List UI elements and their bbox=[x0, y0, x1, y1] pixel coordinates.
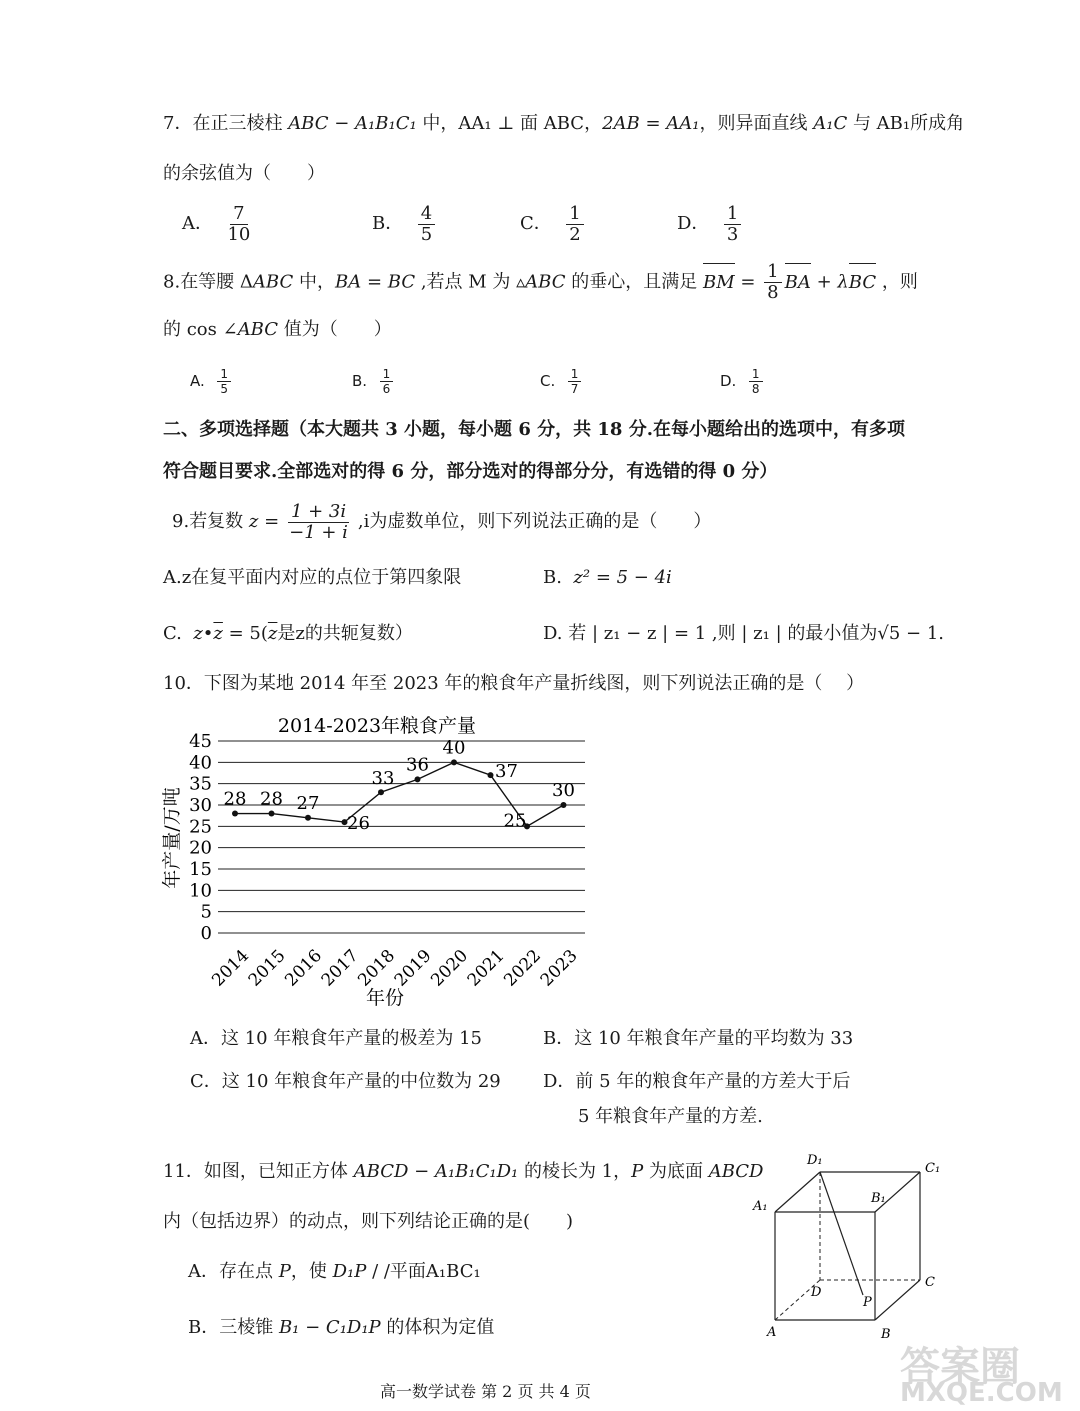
y-tick-label: 5 bbox=[200, 901, 212, 923]
label-c: C bbox=[925, 1275, 935, 1290]
chart-y-axis-label: 年产量/万吨 bbox=[161, 787, 183, 889]
label-d1: D₁ bbox=[807, 1153, 823, 1168]
q7-option-c: C． $\frac{1}{2}$ bbox=[520, 202, 587, 246]
data-label: 28 bbox=[260, 788, 283, 810]
vector-bm: BM bbox=[703, 265, 735, 301]
option-fraction: $\frac{7}{10}$ bbox=[227, 202, 251, 245]
label-a1: A₁ bbox=[753, 1199, 768, 1214]
q9-fraction: $\frac{1 + 3i}{-1 + i}$ bbox=[289, 500, 348, 543]
q7-option-a: A． $\frac{7}{10}$ bbox=[182, 202, 251, 245]
section2-line2: 符合题目要求.全部选对的得 6 分，部分选对的得部分分，有选错的得 0 分） bbox=[163, 461, 778, 482]
option-fraction: $\frac{1}{2}$ bbox=[566, 204, 583, 245]
x-tick-label: 2020 bbox=[427, 945, 473, 991]
q9-option-b: B. z² = 5 − 4i bbox=[543, 567, 672, 588]
x-tick-label: 2016 bbox=[281, 945, 327, 991]
label-c1: C₁ bbox=[925, 1161, 941, 1176]
data-label: 40 bbox=[442, 737, 466, 759]
vector-ba: BA bbox=[785, 265, 811, 301]
q9-option-c: C. $z•\overline{z} = 5(\overline{z}$是z的共轭复数） bbox=[163, 623, 413, 644]
q11-stem: 11．如图，已知正方体 ABCD − A₁B₁C₁D₁ 的棱长为 1，P 为底面 ABCD bbox=[163, 1161, 764, 1182]
x-tick-label: 2014 bbox=[208, 945, 254, 991]
q8-option-c: C. $\frac{1}{7}$ bbox=[540, 364, 584, 398]
data-point bbox=[451, 759, 457, 765]
data-label: 30 bbox=[552, 780, 575, 801]
q11-option-b: B．三棱锥 B₁ − C₁D₁P 的体积为定值 bbox=[188, 1317, 495, 1338]
q8-option-d: D. $\frac{1}{8}$ bbox=[720, 364, 766, 398]
vector-bc: BC bbox=[849, 265, 876, 301]
q7-option-b: B． $\frac{4}{5}$ bbox=[372, 202, 438, 246]
q10-stem: 10．下图为某地 2014 年至 2023 年的粮食年产量折线图，则下列说法正确的是（ ） bbox=[163, 673, 865, 694]
q9-option-a: A.z在复平面内对应的点位于第四象限 bbox=[163, 567, 462, 588]
q7-stem-line2: 的余弦值为（ ） bbox=[163, 163, 325, 184]
data-label: 28 bbox=[223, 788, 247, 810]
data-label: 36 bbox=[406, 754, 429, 776]
q8-stem: 8.在等腰 ΔABC 中，BA = BC ,若点 M 为 ▵ABC 的垂心，且满足 BM = $\frac{1}{8}$ BA + λBC ，则 bbox=[163, 261, 918, 303]
q10-option-d-line2: 5 年粮食年产量的方差. bbox=[578, 1106, 763, 1127]
data-label: 26 bbox=[347, 813, 370, 835]
label-d: D bbox=[811, 1285, 822, 1300]
data-point bbox=[378, 789, 384, 795]
q11-stem-line2: 内（包括边界）的动点，则下列结论正确的是( ) bbox=[163, 1211, 574, 1232]
data-point bbox=[269, 811, 275, 817]
q7-stem: 7．在正三棱柱 ABC − A₁B₁C₁ 中，AA₁ ⊥ 面 ABC，2AB = AA₁，则异面直线 A₁C 与 AB₁所成角 bbox=[163, 113, 965, 134]
section2-line1: 二、多项选择题（本大题共 3 小题，每小题 6 分，共 18 分.在每小题给出的选项中，有多项 bbox=[163, 419, 905, 440]
x-tick-label: 2023 bbox=[536, 945, 582, 991]
q9-stem: 9.若复数 z = $\frac{1 + 3i}{-1 + i}$ ,i为虚数单位，则下列说法正确的是（ ） bbox=[172, 500, 712, 543]
y-tick-label: 40 bbox=[189, 752, 212, 774]
q8-fraction: $\frac{1}{8}$ bbox=[764, 262, 781, 303]
q8-option-b: B. $\frac{1}{6}$ bbox=[352, 364, 396, 398]
q10-option-c: C．这 10 年粮食年产量的中位数为 29 bbox=[190, 1071, 501, 1092]
y-tick-label: 45 bbox=[189, 731, 212, 752]
data-point bbox=[488, 772, 494, 778]
y-tick-label: 10 bbox=[189, 880, 212, 902]
edge-a1d1 bbox=[775, 1172, 820, 1212]
option-fraction: $\frac{4}{5}$ bbox=[418, 204, 435, 245]
y-tick-label: 25 bbox=[189, 816, 212, 838]
q8-option-a: A. $\frac{1}{5}$ bbox=[190, 364, 234, 398]
data-point bbox=[305, 815, 311, 821]
y-tick-label: 35 bbox=[189, 773, 212, 795]
grain-production-chart bbox=[150, 708, 590, 1008]
watermark-logo: 答案圈 bbox=[900, 1344, 1020, 1390]
x-tick-label: 2015 bbox=[244, 945, 290, 991]
q10-option-a: A．这 10 年粮食年产量的极差为 15 bbox=[190, 1028, 482, 1049]
chart-x-ticks bbox=[208, 946, 581, 991]
option-fraction: $\frac{1}{5}$ bbox=[217, 367, 231, 396]
x-tick-label: 2022 bbox=[500, 945, 546, 991]
x-tick-label: 2017 bbox=[317, 945, 363, 991]
x-tick-label: 2018 bbox=[354, 945, 400, 991]
label-a: A bbox=[767, 1325, 777, 1340]
chart-x-axis-label: 年份 bbox=[365, 987, 405, 1008]
option-fraction: $\frac{1}{7}$ bbox=[568, 367, 582, 396]
chart-y-ticks bbox=[189, 731, 212, 944]
chart-grid bbox=[218, 741, 585, 933]
data-label: 25 bbox=[503, 810, 527, 832]
y-tick-label: 20 bbox=[189, 837, 212, 859]
option-fraction: $\frac{1}{8}$ bbox=[749, 367, 763, 396]
label-b: B bbox=[881, 1327, 891, 1342]
q10-option-d-line1: D．前 5 年的粮食年产量的方差大于后 bbox=[543, 1071, 851, 1092]
data-label: 33 bbox=[371, 768, 395, 790]
option-fraction: $\frac{1}{3}$ bbox=[724, 204, 741, 245]
watermark-url: MXQE.COM bbox=[900, 1378, 1063, 1408]
segment-d1p bbox=[820, 1172, 863, 1295]
y-tick-label: 0 bbox=[200, 923, 212, 944]
y-tick-label: 15 bbox=[189, 859, 212, 880]
x-tick-label: 2021 bbox=[463, 945, 509, 991]
option-fraction: $\frac{1}{6}$ bbox=[380, 367, 394, 396]
q7-option-d: D． $\frac{1}{3}$ bbox=[677, 202, 744, 246]
data-point bbox=[232, 811, 238, 817]
q8-stem-line2: 的 cos ∠ABC 值为（ ） bbox=[163, 319, 392, 340]
chart-title: 2014-2023年粮食产量 bbox=[277, 715, 477, 737]
y-tick-label: 30 bbox=[189, 795, 212, 816]
q9-option-d: D. 若 | z₁ − z | = 1 ,则 | z₁ | 的最小值为√5 − 1. bbox=[543, 623, 944, 644]
q11-option-a: A．存在点 P，使 D₁P / /平面A₁BC₁ bbox=[188, 1261, 481, 1282]
page-footer: 高一数学试卷 第 2 页 共 4 页 bbox=[380, 1382, 591, 1401]
label-p: P bbox=[863, 1295, 872, 1310]
x-tick-label: 2019 bbox=[390, 945, 436, 991]
edge-bc bbox=[875, 1280, 920, 1320]
label-b1: B₁ bbox=[871, 1191, 886, 1206]
q10-option-b: B．这 10 年粮食年产量的平均数为 33 bbox=[543, 1028, 854, 1049]
data-label: 27 bbox=[296, 792, 320, 814]
data-point bbox=[561, 802, 567, 808]
cube-figure bbox=[745, 1150, 945, 1350]
data-label: 37 bbox=[495, 761, 518, 783]
data-point bbox=[415, 776, 421, 782]
